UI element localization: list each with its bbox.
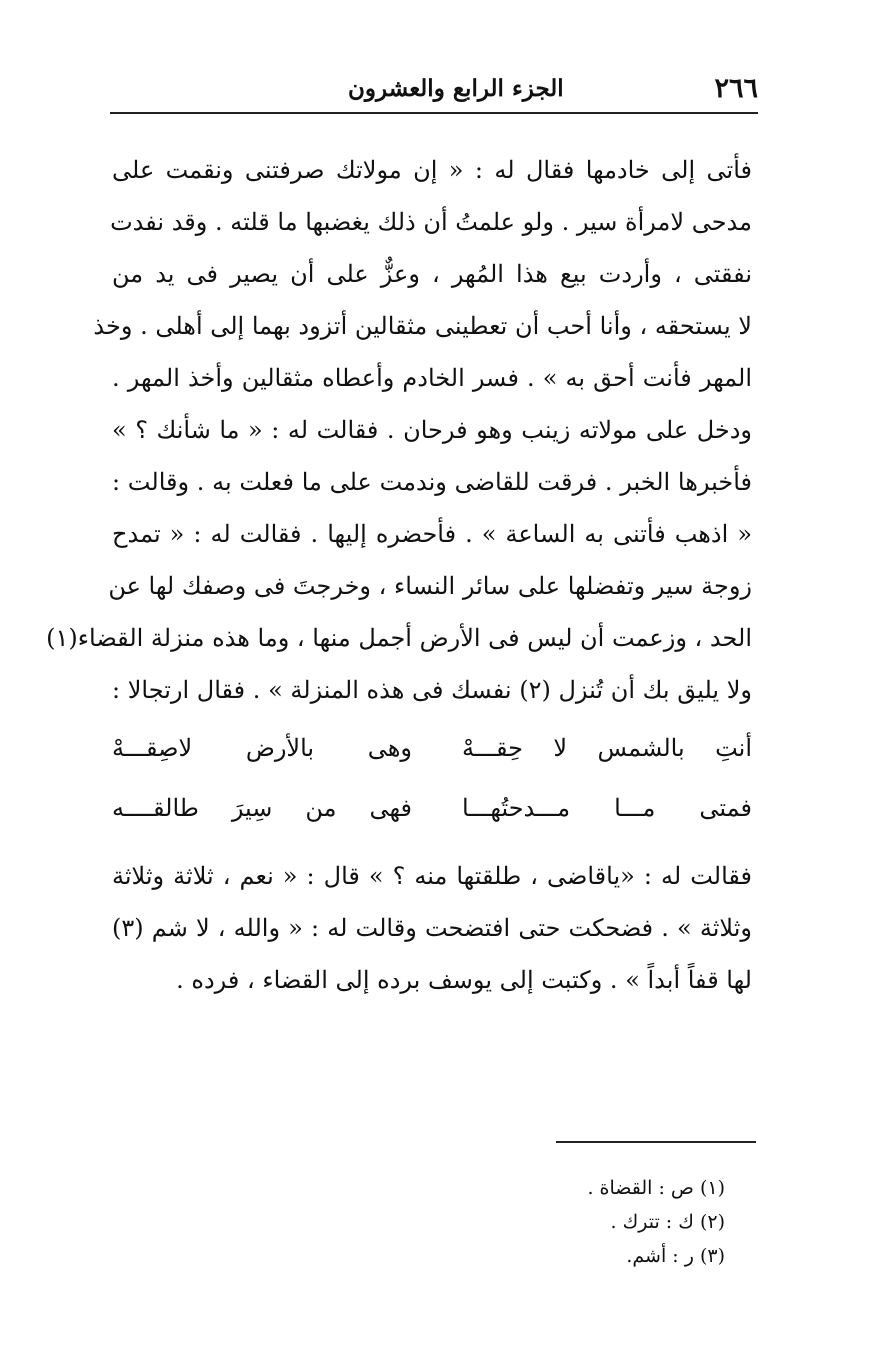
footnote: (١) ص : القضاة .	[587, 1177, 725, 1199]
verse-line	[112, 726, 752, 770]
body-line: فقالت له : «ياقاضى ، طلقتها منه ؟ » قال : « نعم ، ثلاثة وثلاثة	[112, 862, 753, 890]
body-line: ودخل على مولاته زينب وهو فرحان . فقالت له : « ما شأنك ؟ »	[112, 416, 752, 444]
body-line: نفقتى ، وأردت بيع هذا المُهر ، وعزٌّ على أن يصير فى يد من	[112, 260, 752, 288]
body-line: فأخبرها الخبر . فرقت للقاضى وندمت على ما فعلت به . وقالت :	[112, 468, 752, 496]
footnote: (٣) ر : أشم.	[626, 1245, 725, 1267]
body-line: لا يستحقه ، وأنا أحب أن تعطينى مثقالين أتزود بهما إلى أهلى . وخذ	[93, 312, 752, 340]
body-line: زوجة سير وتفضلها على سائر النساء ، وخرجتَ فى وصفك لها عن	[108, 572, 752, 600]
header-divider	[110, 112, 758, 114]
footnote-divider	[556, 1141, 756, 1143]
footnote: (٢) ك : تترك .	[610, 1211, 725, 1233]
body-line: المهر فأنت أحق به » . فسر الخادم وأعطاه مثقالين وأخذ المهر .	[112, 364, 752, 392]
running-title: الجزء الرابع والعشرون	[348, 74, 564, 102]
verse-first-hemistich: فمتى مـــا مـــدحتُهـــا	[462, 794, 752, 822]
body-line: مدحى لامرأة سير . ولو علمتُ أن ذلك يغضبها ما قلته . وقد نفدت	[110, 208, 752, 236]
body-line: فأتى إلى خادمها فقال له : « إن مولاتك صرفتنى ونقمت على	[112, 156, 752, 184]
verse-second-hemistich: وهى بالأرض لاصِقـــهْ	[112, 734, 412, 762]
page-header	[108, 70, 758, 106]
body-line: الحد ، وزعمت أن ليس فى الأرض أجمل منها ، وما هذه منزلة القضاء(١)	[46, 624, 752, 652]
body-line: وثلاثة » . فضحكت حتى افتضحت وقالت له : « والله ، لا شم (٣)	[112, 914, 752, 942]
verse-first-hemistich: أنتِ بالشمس لا حِقـــهْ	[462, 734, 752, 762]
page-number: ٢٦٦	[714, 72, 758, 104]
body-line: لها قفاً أبداً » . وكتبت إلى يوسف برده إلى القضاء ، فرده .	[176, 966, 752, 994]
body-line: ولا يليق بك أن تُنزل (٢) نفسك فى هذه المنزلة » . فقال ارتجالا :	[112, 676, 753, 704]
body-line: « اذهب فأتنى به الساعة » . فأحضره إليها . فقالت له : « تمدح	[112, 520, 752, 548]
verse-second-hemistich: فهى من سِيرَ طالقــــه	[112, 794, 412, 822]
verse-line	[112, 786, 752, 830]
